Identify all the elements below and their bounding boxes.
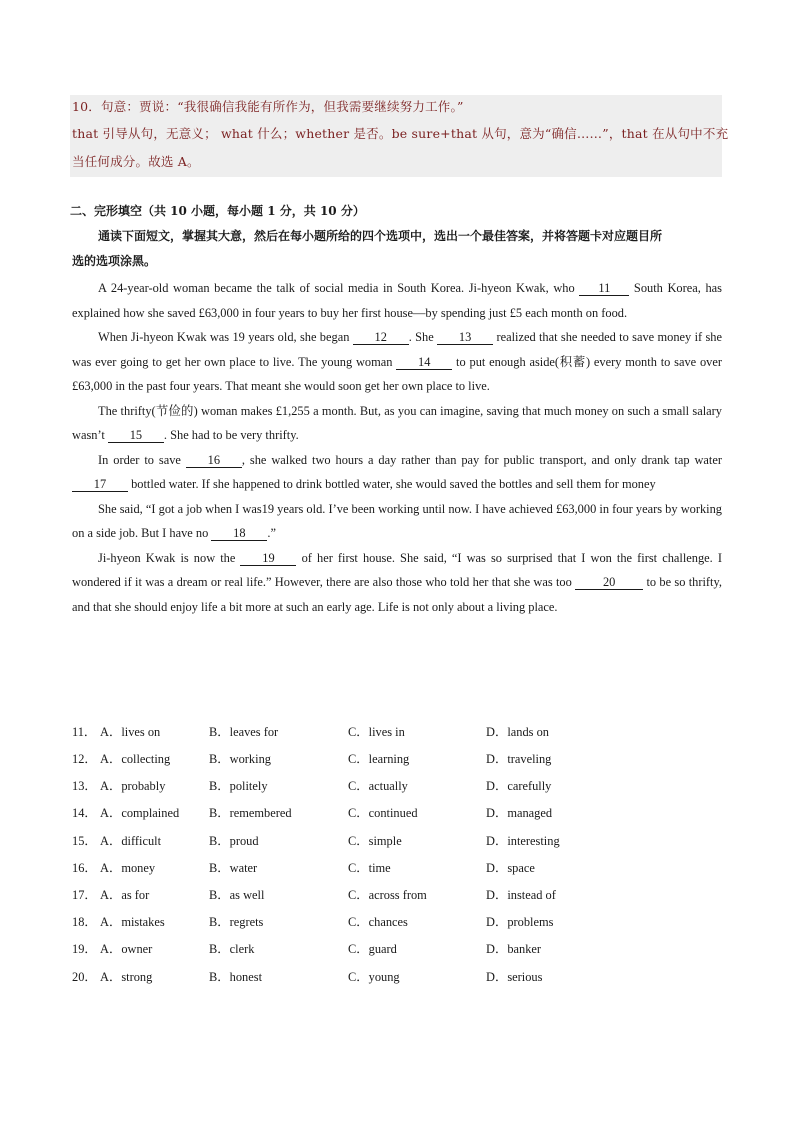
option-a[interactable]: A．difficult — [100, 834, 162, 848]
option-c[interactable]: C．young — [348, 970, 400, 984]
question-number: 16． — [72, 861, 97, 875]
passage-paragraph: She said, “I got a job when I was19 years old. I’ve been working until now. I have achieved £63,000 in four years by working on a side job. But I have no 18 .” — [72, 501, 722, 540]
question-number: 12． — [72, 752, 97, 766]
question-number: 14． — [72, 806, 97, 820]
option-a[interactable]: A．lives on — [100, 725, 161, 739]
option-b[interactable]: B．politely — [209, 779, 268, 793]
question-number: 15． — [72, 834, 97, 848]
option-c[interactable]: C．chances — [348, 915, 408, 929]
option-b[interactable]: B．remembered — [209, 806, 292, 820]
question-number: 20． — [72, 970, 97, 984]
passage-paragraph: In order to save 16 , she walked two hours a day rather than pay for public transport, and only drank tap water 17 bottled water. If she happened to drink bottled water, she would saved the bottles and sell them for money — [72, 448, 722, 497]
section-instruction — [72, 224, 724, 274]
question-number: 13． — [72, 779, 97, 793]
option-b[interactable]: B．working — [209, 752, 271, 766]
option-d[interactable]: D．serious — [486, 970, 543, 984]
answer-explanation-line: that 引导从句，无意义； what 什么；whether 是否。be sure+that 从句，意为“确信……”，that 在从句中不充 — [72, 126, 729, 141]
instruction-line: 选的选项涂黑。 — [72, 254, 157, 268]
passage-paragraph: The thrifty(节俭的) woman makes £1,255 a month. But, as you can imagine, saving that much money on such a small salary wasn’t 15 . She had to be very thrifty. — [72, 403, 722, 442]
blank-20: 20 — [575, 575, 643, 590]
option-d[interactable]: D．space — [486, 861, 535, 875]
option-c[interactable]: C．actually — [348, 779, 408, 793]
option-c[interactable]: C．guard — [348, 942, 397, 956]
option-d[interactable]: D．carefully — [486, 779, 552, 793]
option-d[interactable]: D．managed — [486, 806, 553, 820]
option-a[interactable]: A．strong — [100, 970, 153, 984]
option-a[interactable]: A．complained — [100, 806, 180, 820]
option-b[interactable]: B．proud — [209, 834, 259, 848]
answer-explanation-line: 10．句意：贾说：“我很确信我能有所作为，但我需要继续努力工作。” — [72, 99, 464, 114]
blank-14: 14 — [396, 355, 452, 370]
option-b[interactable]: B．leaves for — [209, 725, 279, 739]
option-a[interactable]: A．mistakes — [100, 915, 165, 929]
question-number: 17． — [72, 888, 97, 902]
passage-paragraph: A 24-year-old woman became the talk of social media in South Korea. Ji-hyeon Kwak, who 11 South Korea, has explained how she saved £63,000 in four years to buy her first house—by spending just £5 each month on food. — [72, 281, 722, 320]
option-c[interactable]: C．lives in — [348, 725, 405, 739]
option-a[interactable]: A．as for — [100, 888, 150, 902]
passage — [72, 276, 722, 619]
option-d[interactable]: D．interesting — [486, 834, 560, 848]
question-number: 11． — [72, 725, 97, 739]
passage-paragraph: When Ji-hyeon Kwak was 19 years old, she began 12 . She 13 realized that she needed to save money if she was ever going to get her own place to live. The young woman 14 to put enough aside(积蓄) every month to save over £63,000 in the past four years. That meant she would soon get her own place to live. — [72, 330, 723, 393]
option-b[interactable]: B．water — [209, 861, 258, 875]
blank-16: 16 — [186, 453, 242, 468]
option-b[interactable]: B．as well — [209, 888, 265, 902]
option-d[interactable]: D．instead of — [486, 888, 556, 902]
option-d[interactable]: D．traveling — [486, 752, 552, 766]
option-c[interactable]: C．learning — [348, 752, 410, 766]
option-a[interactable]: A．owner — [100, 942, 153, 956]
option-b[interactable]: B．honest — [209, 970, 263, 984]
blank-17: 17 — [72, 477, 128, 492]
option-c[interactable]: C．continued — [348, 806, 418, 820]
option-c[interactable]: C．simple — [348, 834, 402, 848]
option-c[interactable]: C．across from — [348, 888, 427, 902]
blank-13: 13 — [437, 330, 493, 345]
option-d[interactable]: D．lands on — [486, 725, 549, 739]
question-number: 18． — [72, 915, 97, 929]
blank-12: 12 — [353, 330, 409, 345]
blank-18: 18 — [211, 526, 267, 541]
answer-explanation-line: 当任何成分。故选 A。 — [72, 154, 200, 169]
option-a[interactable]: A．collecting — [100, 752, 171, 766]
option-c[interactable]: C．time — [348, 861, 391, 875]
option-a[interactable]: A．probably — [100, 779, 166, 793]
section-title: 二、完形填空（共 10 小题，每小题 1 分，共 10 分） — [70, 204, 365, 218]
option-b[interactable]: B．clerk — [209, 942, 255, 956]
blank-15: 15 — [108, 428, 164, 443]
option-d[interactable]: D．banker — [486, 942, 542, 956]
option-a[interactable]: A．money — [100, 861, 156, 875]
instruction-line: 通读下面短文，掌握其大意，然后在每小题所给的四个选项中，选出一个最佳答案，并将答题卡对应题目所 — [98, 229, 663, 243]
option-d[interactable]: D．problems — [486, 915, 554, 929]
question-number: 19． — [72, 942, 97, 956]
blank-11: 11 — [579, 281, 629, 296]
option-b[interactable]: B．regrets — [209, 915, 264, 929]
passage-paragraph: Ji-hyeon Kwak is now the 19 of her first house. She said, “I was so surprised that I won the first challenge. I wondered if it was a dream or real life.” However, there are also those who told her that she was too 20 to be so thrifty, and that she should enjoy life a bit more at such an early age. Life is not only about a living place. — [72, 550, 722, 614]
blank-19: 19 — [240, 551, 296, 566]
